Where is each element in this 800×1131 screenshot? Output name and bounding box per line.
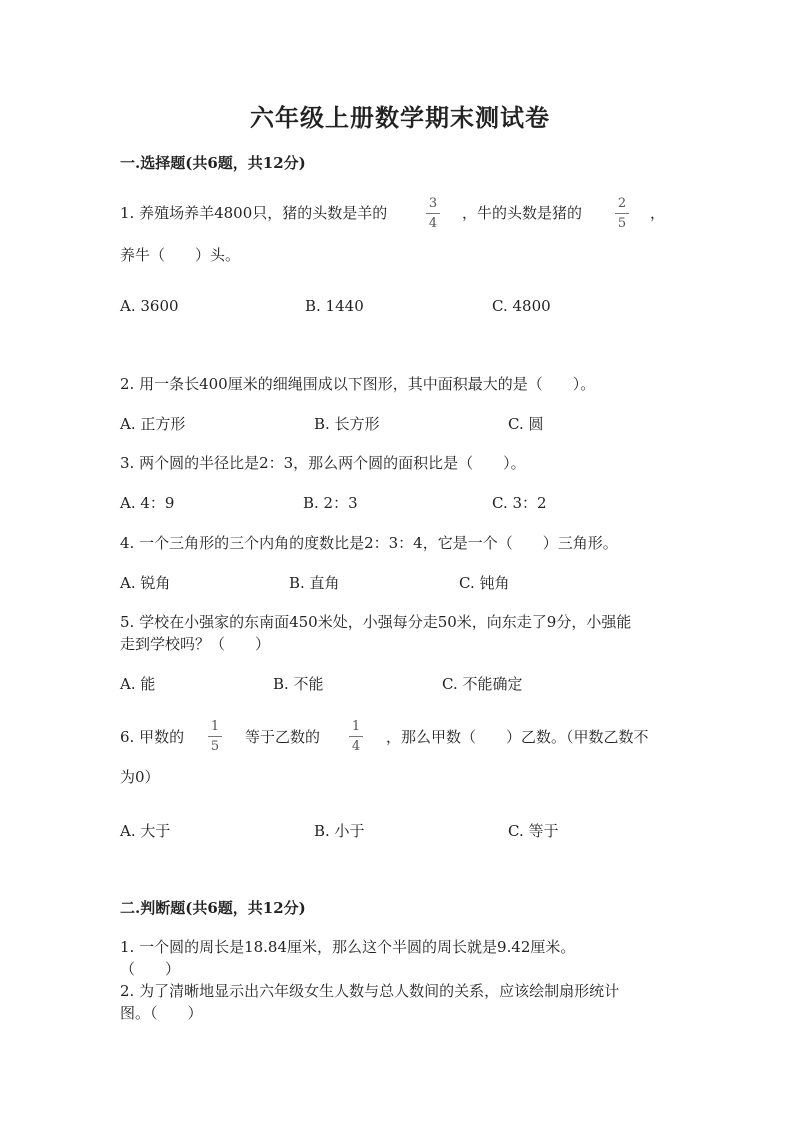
fraction-denominator: 4: [351, 739, 361, 754]
q3-text: 3. 两个圆的半径比是2：3，那么两个圆的面积比是（ ）。: [120, 454, 526, 472]
fraction-bar: [426, 213, 440, 214]
fraction-denominator: 5: [617, 216, 627, 231]
q1-fraction-1: [423, 196, 443, 231]
q3-option-c[interactable]: C. 3：2: [492, 494, 547, 512]
q2-option-b[interactable]: B. 长方形: [314, 415, 380, 433]
fraction-bar: [615, 213, 629, 214]
q1-text-part3: ，: [650, 204, 666, 222]
fraction-denominator: 4: [428, 216, 438, 231]
q6-text-part3: ，那么甲数（ ）乙数。（甲数乙数不: [386, 728, 649, 746]
q6-fraction-1: [205, 719, 225, 754]
q4-text: 4. 一个三角形的三个内角的度数比是2：3：4，它是一个（ ）三角形。: [120, 534, 618, 552]
fraction-numerator: 1: [210, 719, 220, 734]
j2-text-line2: 图。（ ）: [120, 1004, 203, 1022]
q3-option-a[interactable]: A. 4：9: [120, 494, 175, 512]
q1-option-c[interactable]: C. 4800: [492, 297, 551, 315]
q3-option-b[interactable]: B. 2：3: [303, 494, 358, 512]
q6-text-part1: 6. 甲数的: [120, 728, 185, 746]
fraction-numerator: 3: [428, 196, 438, 211]
q6-option-c[interactable]: C. 等于: [508, 822, 559, 840]
fraction-denominator: 5: [210, 739, 220, 754]
q5-option-a[interactable]: A. 能: [120, 675, 156, 693]
fraction-bar: [349, 736, 363, 737]
j1-text-line1: 1. 一个圆的周长是18.84厘米，那么这个半圆的周长就是9.42厘米。: [120, 938, 576, 956]
section-heading-judgement: 二.判断题(共6题，共12分): [120, 899, 306, 917]
q6-text-line2: 为0）: [120, 768, 160, 786]
q4-option-b[interactable]: B. 直角: [289, 574, 340, 592]
q1-fraction-2: [612, 196, 632, 231]
q1-option-a[interactable]: A. 3600: [120, 297, 179, 315]
q5-option-b[interactable]: B. 不能: [273, 675, 324, 693]
q1-text-part1: 1. 养殖场养羊4800只，猪的头数是羊的: [120, 204, 388, 222]
q5-text-line2: 走到学校吗？（ ）: [120, 635, 271, 653]
q6-text-part2: 等于乙数的: [245, 728, 321, 746]
page-title: 六年级上册数学期末测试卷: [250, 103, 550, 132]
q2-option-a[interactable]: A. 正方形: [120, 415, 186, 433]
fraction-numerator: 2: [617, 196, 627, 211]
j2-text-line1: 2. 为了清晰地显示出六年级女生人数与总人数间的关系，应该绘制扇形统计: [120, 982, 620, 1000]
q1-text-line2: 养牛（ ）头。: [120, 246, 241, 264]
j1-answer-bracket[interactable]: （ ）: [120, 960, 181, 978]
q6-option-a[interactable]: A. 大于: [120, 822, 171, 840]
q2-option-c[interactable]: C. 圆: [508, 415, 544, 433]
q5-option-c[interactable]: C. 不能确定: [442, 675, 523, 693]
fraction-numerator: 1: [351, 719, 361, 734]
q6-fraction-2: [346, 719, 366, 754]
fraction-bar: [208, 736, 222, 737]
q4-option-c[interactable]: C. 钝角: [459, 574, 510, 592]
q2-text: 2. 用一条长400厘米的细绳围成以下图形，其中面积最大的是（ ）。: [120, 375, 596, 393]
q4-option-a[interactable]: A. 锐角: [120, 574, 171, 592]
q1-text-part2: ，牛的头数是猪的: [462, 204, 583, 222]
section-heading-choice: 一.选择题(共6题，共12分): [120, 154, 306, 172]
q1-option-b[interactable]: B. 1440: [305, 297, 364, 315]
q5-text-line1: 5. 学校在小强家的东南面450米处，小强每分走50米，向东走了9分，小强能: [120, 613, 632, 631]
q6-option-b[interactable]: B. 小于: [314, 822, 365, 840]
